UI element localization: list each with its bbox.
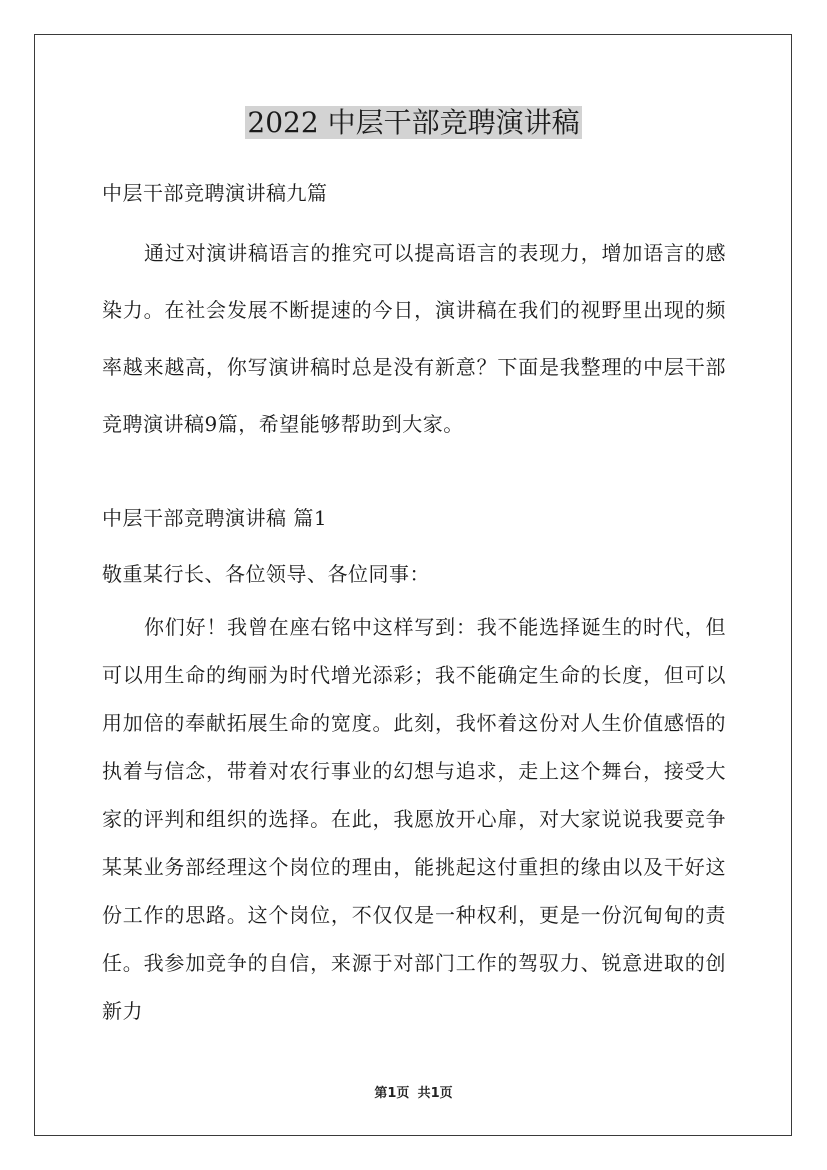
- section-heading: 中层干部竞聘演讲稿 篇1: [102, 506, 328, 530]
- intro-paragraph: 通过对演讲稿语言的推究可以提高语言的表现力，增加语言的感染力。在社会发展不断提速的今日，演讲稿在我们的视野里出现的频率越来越高，你写演讲稿时总是没有新意？下面是我整理的中层干部竞聘演讲稿9篇，希望能够帮助到大家。: [102, 241, 726, 436]
- body-paragraph: 你们好！我曾在座右铭中这样写到：我不能选择诞生的时代，但可以用生命的绚丽为时代增光添彩；我不能确定生命的长度，但可以用加倍的奉献拓展生命的宽度。此刻，我怀着这份对人生价值感悟的执着与信念，带着对农行事业的幻想与追求，走上这个舞台，接受大家的评判和组织的选择。在此，我愿放开心扉，对大家说说我要竞争某某业务部经理这个岗位的理由，能挑起这付重担的缘由以及干好这份工作的思路。这个岗位，不仅仅是一种权利，更是一份沉甸甸的责任。我参加竞争的自信，来源于对部门工作的驾驭力、锐意进取的创新力: [102, 615, 726, 1023]
- document-title-text: 2022 中层干部竞聘演讲稿: [247, 106, 580, 139]
- page-number: 第1页: [374, 1086, 410, 1101]
- document-title: [0, 103, 827, 143]
- page-total: 共1页: [417, 1086, 453, 1101]
- salutation: 敬重某行长、各位领导、各位同事：: [102, 562, 430, 586]
- document-subtitle: 中层干部竞聘演讲稿九篇: [102, 181, 328, 205]
- page-footer: [0, 1082, 827, 1101]
